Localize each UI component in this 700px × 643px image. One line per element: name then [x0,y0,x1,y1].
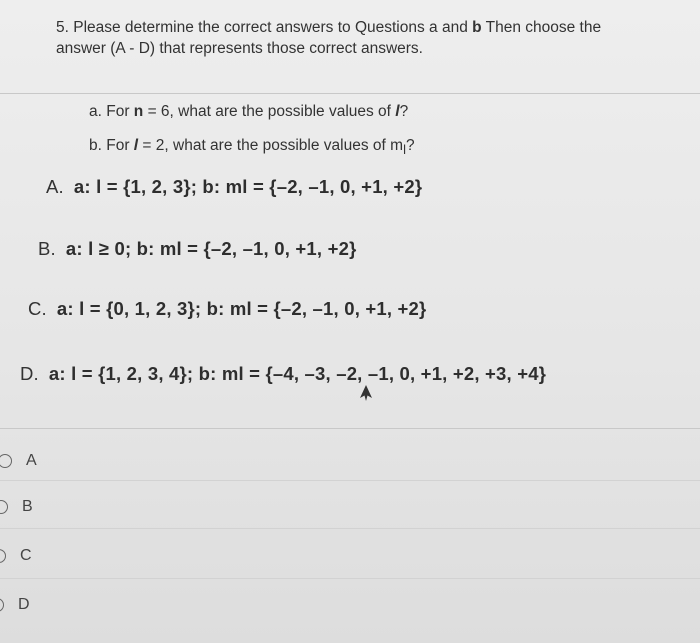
subquestion-a [89,103,408,121]
subq-b-sub: l [403,142,406,158]
subq-a-var2: l [395,103,400,120]
choice-a-text: a: l = {1, 2, 3}; b: ml = {–2, –1, 0, +1, +2} [73,176,423,197]
choice-d-letter: D. [20,363,39,384]
option-c-label: C [20,547,32,564]
divider-option-c [0,578,700,579]
option-d[interactable] [0,596,30,614]
choice-b-letter: B. [38,238,56,259]
radio-a[interactable] [0,454,12,468]
option-a-label: A [26,452,37,469]
choice-d [20,363,546,385]
mouse-cursor-icon [359,384,373,402]
subquestion-b [89,137,415,157]
divider [0,93,700,94]
radio-d[interactable] [0,598,4,612]
choice-b-text: a: l ≥ 0; b: ml = {–2, –1, 0, +1, +2} [65,238,357,259]
radio-c[interactable] [0,549,6,563]
divider-option-b [0,528,700,529]
question-bold-b: b [472,19,482,36]
choice-a-letter: A. [46,176,64,197]
choice-c [28,298,426,320]
choice-c-letter: C. [28,298,47,319]
option-c[interactable] [0,547,32,565]
option-b-label: B [22,498,33,515]
question-prefix: 5. Please determine the correct answers to Questions a and [56,19,473,36]
subq-b-end: ? [405,137,415,154]
subq-a-end: ? [399,103,409,120]
subq-a-pre: a. For [89,103,134,120]
subq-a-post: = 6, what are the possible values of [143,103,396,120]
option-a[interactable] [0,452,37,470]
choice-d-text: a: l = {1, 2, 3, 4}; b: ml = {–4, –3, –2, –1, 0, +1, +2, +3, +4} [48,363,547,384]
radio-b[interactable] [0,500,8,514]
question-text [56,17,636,59]
subq-a-var: n [133,103,144,120]
subq-b-pre: b. For [89,137,134,154]
subq-b-var: l [133,137,139,154]
option-b[interactable] [0,498,33,516]
option-d-label: D [18,596,30,613]
choice-b [38,238,356,260]
divider-option-a [0,480,700,481]
divider-options [0,428,700,429]
question-suffix: Then choose the answer (A - D) that represents those correct answers. [56,19,602,57]
choice-c-text: a: l = {0, 1, 2, 3}; b: ml = {–2, –1, 0, +1, +2} [56,298,427,319]
choice-a [46,176,422,198]
subq-b-post: = 2, what are the possible values of m [138,137,404,154]
